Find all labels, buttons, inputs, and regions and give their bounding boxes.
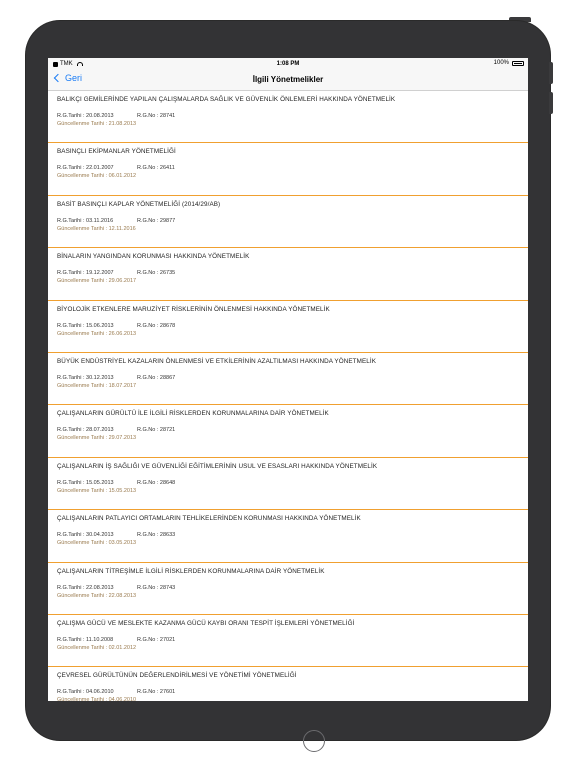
regulation-list [48, 91, 528, 701]
updated-date: Güncellenme Tarihi : 22.08.2013 [57, 592, 137, 599]
item-title: ÇEVRESEL GÜRÜLTÜNÜN DEĞERLENDİRİLMESİ VE YÖNETİMİ YÖNETMELİĞİ [57, 672, 297, 680]
home-button[interactable] [303, 730, 325, 752]
back-label: Geri [65, 73, 83, 83]
item-title: ÇALIŞMA GÜCÜ VE MESLEKTE KAZANMA GÜCÜ KAYBI ORANI TESPİT İŞLEMLERİ YÖNETMELİĞİ [57, 619, 355, 627]
rg-number: R.G.No : 28721 [137, 427, 176, 434]
item-meta [57, 323, 175, 329]
rg-date: R.G.Tarihi : 15.06.2013 [57, 322, 114, 329]
list-item[interactable] [48, 667, 528, 701]
item-title: ÇALIŞANLARIN TİTREŞİMLE İLGİLİ RİSKLERDEN KORUNMALARINA DAİR YÖNETMELİK [57, 567, 325, 575]
rg-date: R.G.Tarihi : 30.12.2013 [57, 374, 114, 381]
rg-number: R.G.No : 28743 [137, 584, 176, 591]
battery-icon [512, 61, 524, 66]
item-title: BALIKÇI GEMİLERİNDE YAPILAN ÇALIŞMALARDA SAĞLIK VE GÜVENLİK ÖNLEMLERİ HAKKINDA YÖNETMELİK [57, 96, 396, 103]
updated-date: Güncellenme Tarihi : 29.07.2013 [57, 435, 137, 442]
updated-date: Güncellenme Tarihi : 26.06.2013 [57, 330, 137, 337]
updated-date: Güncellenme Tarihi : 18.07.2017 [57, 382, 137, 389]
list-item[interactable] [48, 405, 528, 457]
list-item[interactable] [48, 615, 528, 667]
rg-date: R.G.Tarihi : 15.05.2013 [57, 479, 114, 486]
item-meta [57, 218, 175, 224]
item-meta [57, 637, 175, 643]
page-title: İlgili Yönetmelikler [252, 75, 324, 84]
updated-date: Güncellenme Tarihi : 06.01.2012 [57, 173, 137, 180]
updated-date: Güncellenme Tarihi : 21.08.2013 [57, 121, 137, 127]
rg-date: R.G.Tarihi : 22.08.2013 [57, 584, 114, 591]
rg-date: R.G.Tarihi : 04.06.2010 [57, 689, 114, 696]
rg-number: R.G.No : 28678 [137, 322, 176, 329]
item-meta [57, 113, 175, 119]
item-meta [57, 427, 175, 433]
volume-up-button [549, 62, 553, 84]
updated-date: Güncellenme Tarihi : 02.01.2012 [57, 644, 137, 651]
rg-date: R.G.Tarihi : 22.01.2007 [57, 165, 114, 172]
rg-number: R.G.No : 29877 [137, 217, 176, 224]
rg-number: R.G.No : 27021 [137, 636, 176, 643]
item-meta [57, 270, 175, 276]
list-item[interactable] [48, 353, 528, 405]
list-item[interactable] [48, 563, 528, 615]
rg-number: R.G.No : 26735 [137, 270, 176, 277]
item-title: ÇALIŞANLARIN İŞ SAĞLIĞI VE GÜVENLİĞİ EĞİTİMLERİNİN USUL VE ESASLARI HAKKINDA YÖNETMELİK [57, 462, 378, 470]
item-meta [57, 689, 175, 695]
updated-date: Güncellenme Tarihi : 15.05.2013 [57, 487, 137, 494]
rg-number: R.G.No : 28867 [137, 374, 176, 381]
list-item[interactable] [48, 143, 528, 195]
volume-down-button [549, 92, 553, 114]
rg-date: R.G.Tarihi : 30.04.2013 [57, 532, 114, 539]
item-title: BASINÇLI EKİPMANLAR YÖNETMELİĞİ [57, 148, 176, 156]
item-title: ÇALIŞANLARIN PATLAYICI ORTAMLARIN TEHLİKELERİNDEN KORUNMASI HAKKINDA YÖNETMELİK [57, 515, 361, 523]
list-item[interactable] [48, 458, 528, 510]
rg-number: R.G.No : 27601 [137, 689, 176, 696]
battery-percent: 100% [493, 60, 509, 66]
rg-number: R.G.No : 26411 [137, 165, 175, 172]
rg-number: R.G.No : 28648 [137, 479, 176, 486]
rg-date: R.G.Tarihi : 11.10.2008 [57, 636, 114, 643]
rg-date: R.G.Tarihi : 28.07.2013 [57, 427, 114, 434]
list-item[interactable] [48, 301, 528, 353]
item-title: BÜYÜK ENDÜSTRİYEL KAZALARIN ÖNLENMESİ VE ETKİLERİNİN AZALTILMASI HAKKINDA YÖNETMELİK [57, 357, 377, 365]
item-title: ÇALIŞANLARIN GÜRÜLTÜ İLE İLGİLİ RİSKLERDEN KORUNMALARINA DAİR YÖNETMELİK [57, 410, 329, 418]
rg-date: R.G.Tarihi : 20.08.2013 [57, 113, 114, 119]
item-meta [57, 480, 175, 486]
item-title: BİYOLOJİK ETKENLERE MARUZİYET RİSKLERİNİN ÖNLENMESİ HAKKINDA YÖNETMELİK [57, 305, 330, 313]
status-time: 1:08 PM [276, 61, 300, 67]
item-meta [57, 375, 175, 381]
updated-date: Güncellenme Tarihi : 04.06.2010 [57, 697, 137, 701]
updated-date: Güncellenme Tarihi : 12.11.2016 [57, 225, 136, 232]
updated-date: Güncellenme Tarihi : 03.05.2013 [57, 540, 137, 547]
item-meta [57, 165, 175, 171]
carrier-name: TMK [60, 61, 73, 67]
status-right [494, 60, 524, 66]
list-item[interactable] [48, 248, 528, 300]
item-title: BASİT BASINÇLI KAPLAR YÖNETMELİĞİ (2014/29/AB) [57, 200, 221, 208]
rg-number: R.G.No : 28633 [137, 532, 176, 539]
app-screen [48, 58, 528, 701]
item-title: BİNALARIN YANGINDAN KORUNMASI HAKKINDA YÖNETMELİK [57, 253, 250, 261]
updated-date: Güncellenme Tarihi : 29.06.2017 [57, 278, 137, 285]
rg-date: R.G.Tarihi : 19.12.2007 [57, 270, 114, 277]
status-bar [48, 58, 528, 70]
rg-date: R.G.Tarihi : 03.11.2016 [57, 217, 114, 224]
list-item[interactable] [48, 510, 528, 562]
list-item[interactable] [48, 91, 528, 143]
navigation-bar [48, 70, 528, 91]
rg-number: R.G.No : 28741 [137, 113, 176, 119]
item-meta [57, 532, 175, 538]
item-meta [57, 585, 175, 591]
list-item[interactable] [48, 196, 528, 248]
